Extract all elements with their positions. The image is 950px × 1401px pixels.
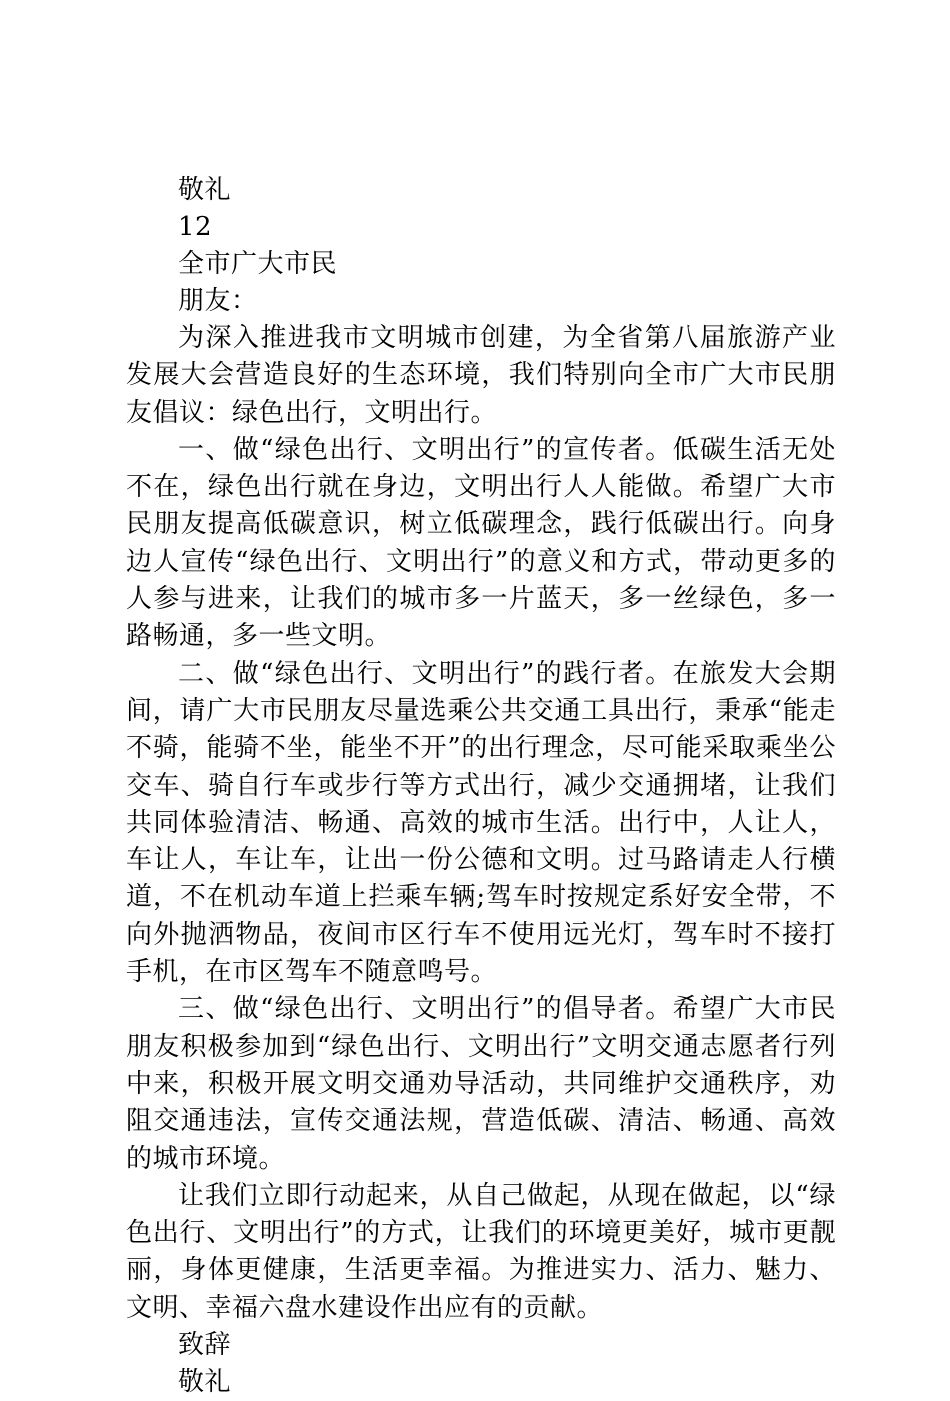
top-number: 12 <box>178 212 213 242</box>
document-body <box>126 172 836 1401</box>
paragraph-point-2: 二、做“绿色出行、文明出行”的践行者。在旅发大会期间，请广大市民朋友尽量选乘公共交通工具出行，秉承“能走不骑，能骑不坐，能坐不开”的出行理念，尽可能采取乘坐公交车、骑自行车或步行等方式出行，减少交通拥堵，让我们共同体验清洁、畅通、高效的城市生活。出行中，人让人，车让人，车让车，让出一份公德和文明。过马路请走人行横道，不在机动车道上拦乘车辆;驾车时按规定系好安全带，不向外抛洒物品，夜间市区行车不使用远光灯，驾车时不接打手机，在市区驾车不随意鸣号。 <box>126 658 836 988</box>
paragraph-conclusion: 让我们立即行动起来，从自己做起，从现在做起，以“绿色出行、文明出行”的方式，让我们的环境更美好，城市更靓丽，身体更健康，生活更幸福。为推进实力、活力、魅力、文明、幸福六盘水建设作出应有的贡献。 <box>126 1180 836 1323</box>
closing-line-2: 敬礼 <box>178 1367 232 1398</box>
paragraph-point-3: 三、做“绿色出行、文明出行”的倡导者。希望广大市民朋友积极参加到“绿色出行、文明出行”文明交通志愿者行列中来，积极开展文明交通劝导活动，共同维护交通秩序，劝阻交通违法，宣传交通法规，营造低碳、清洁、畅通、高效的城市环境。 <box>126 994 836 1174</box>
paragraph-point-1: 一、做“绿色出行、文明出行”的宣传者。低碳生活无处不在，绿色出行就在身边，文明出行人人能做。希望广大市民朋友提高低碳意识，树立低碳理念，践行低碳出行。向身边人宣传“绿色出行、文明出行”的意义和方式，带动更多的人参与进来，让我们的城市多一片蓝天，多一丝绿色，多一路畅通，多一些文明。 <box>126 434 836 652</box>
top-closing: 敬礼 <box>178 175 232 205</box>
salutation-line-2: 朋友： <box>178 286 258 316</box>
salutation-line-1: 全市广大市民 <box>178 249 338 279</box>
closing-line-1: 致辞 <box>178 1330 232 1361</box>
paragraph-intro: 为深入推进我市文明城市创建，为全省第八届旅游产业发展大会营造良好的生态环境，我们特别向全市广大市民朋友倡议：绿色出行，文明出行。 <box>126 323 836 428</box>
